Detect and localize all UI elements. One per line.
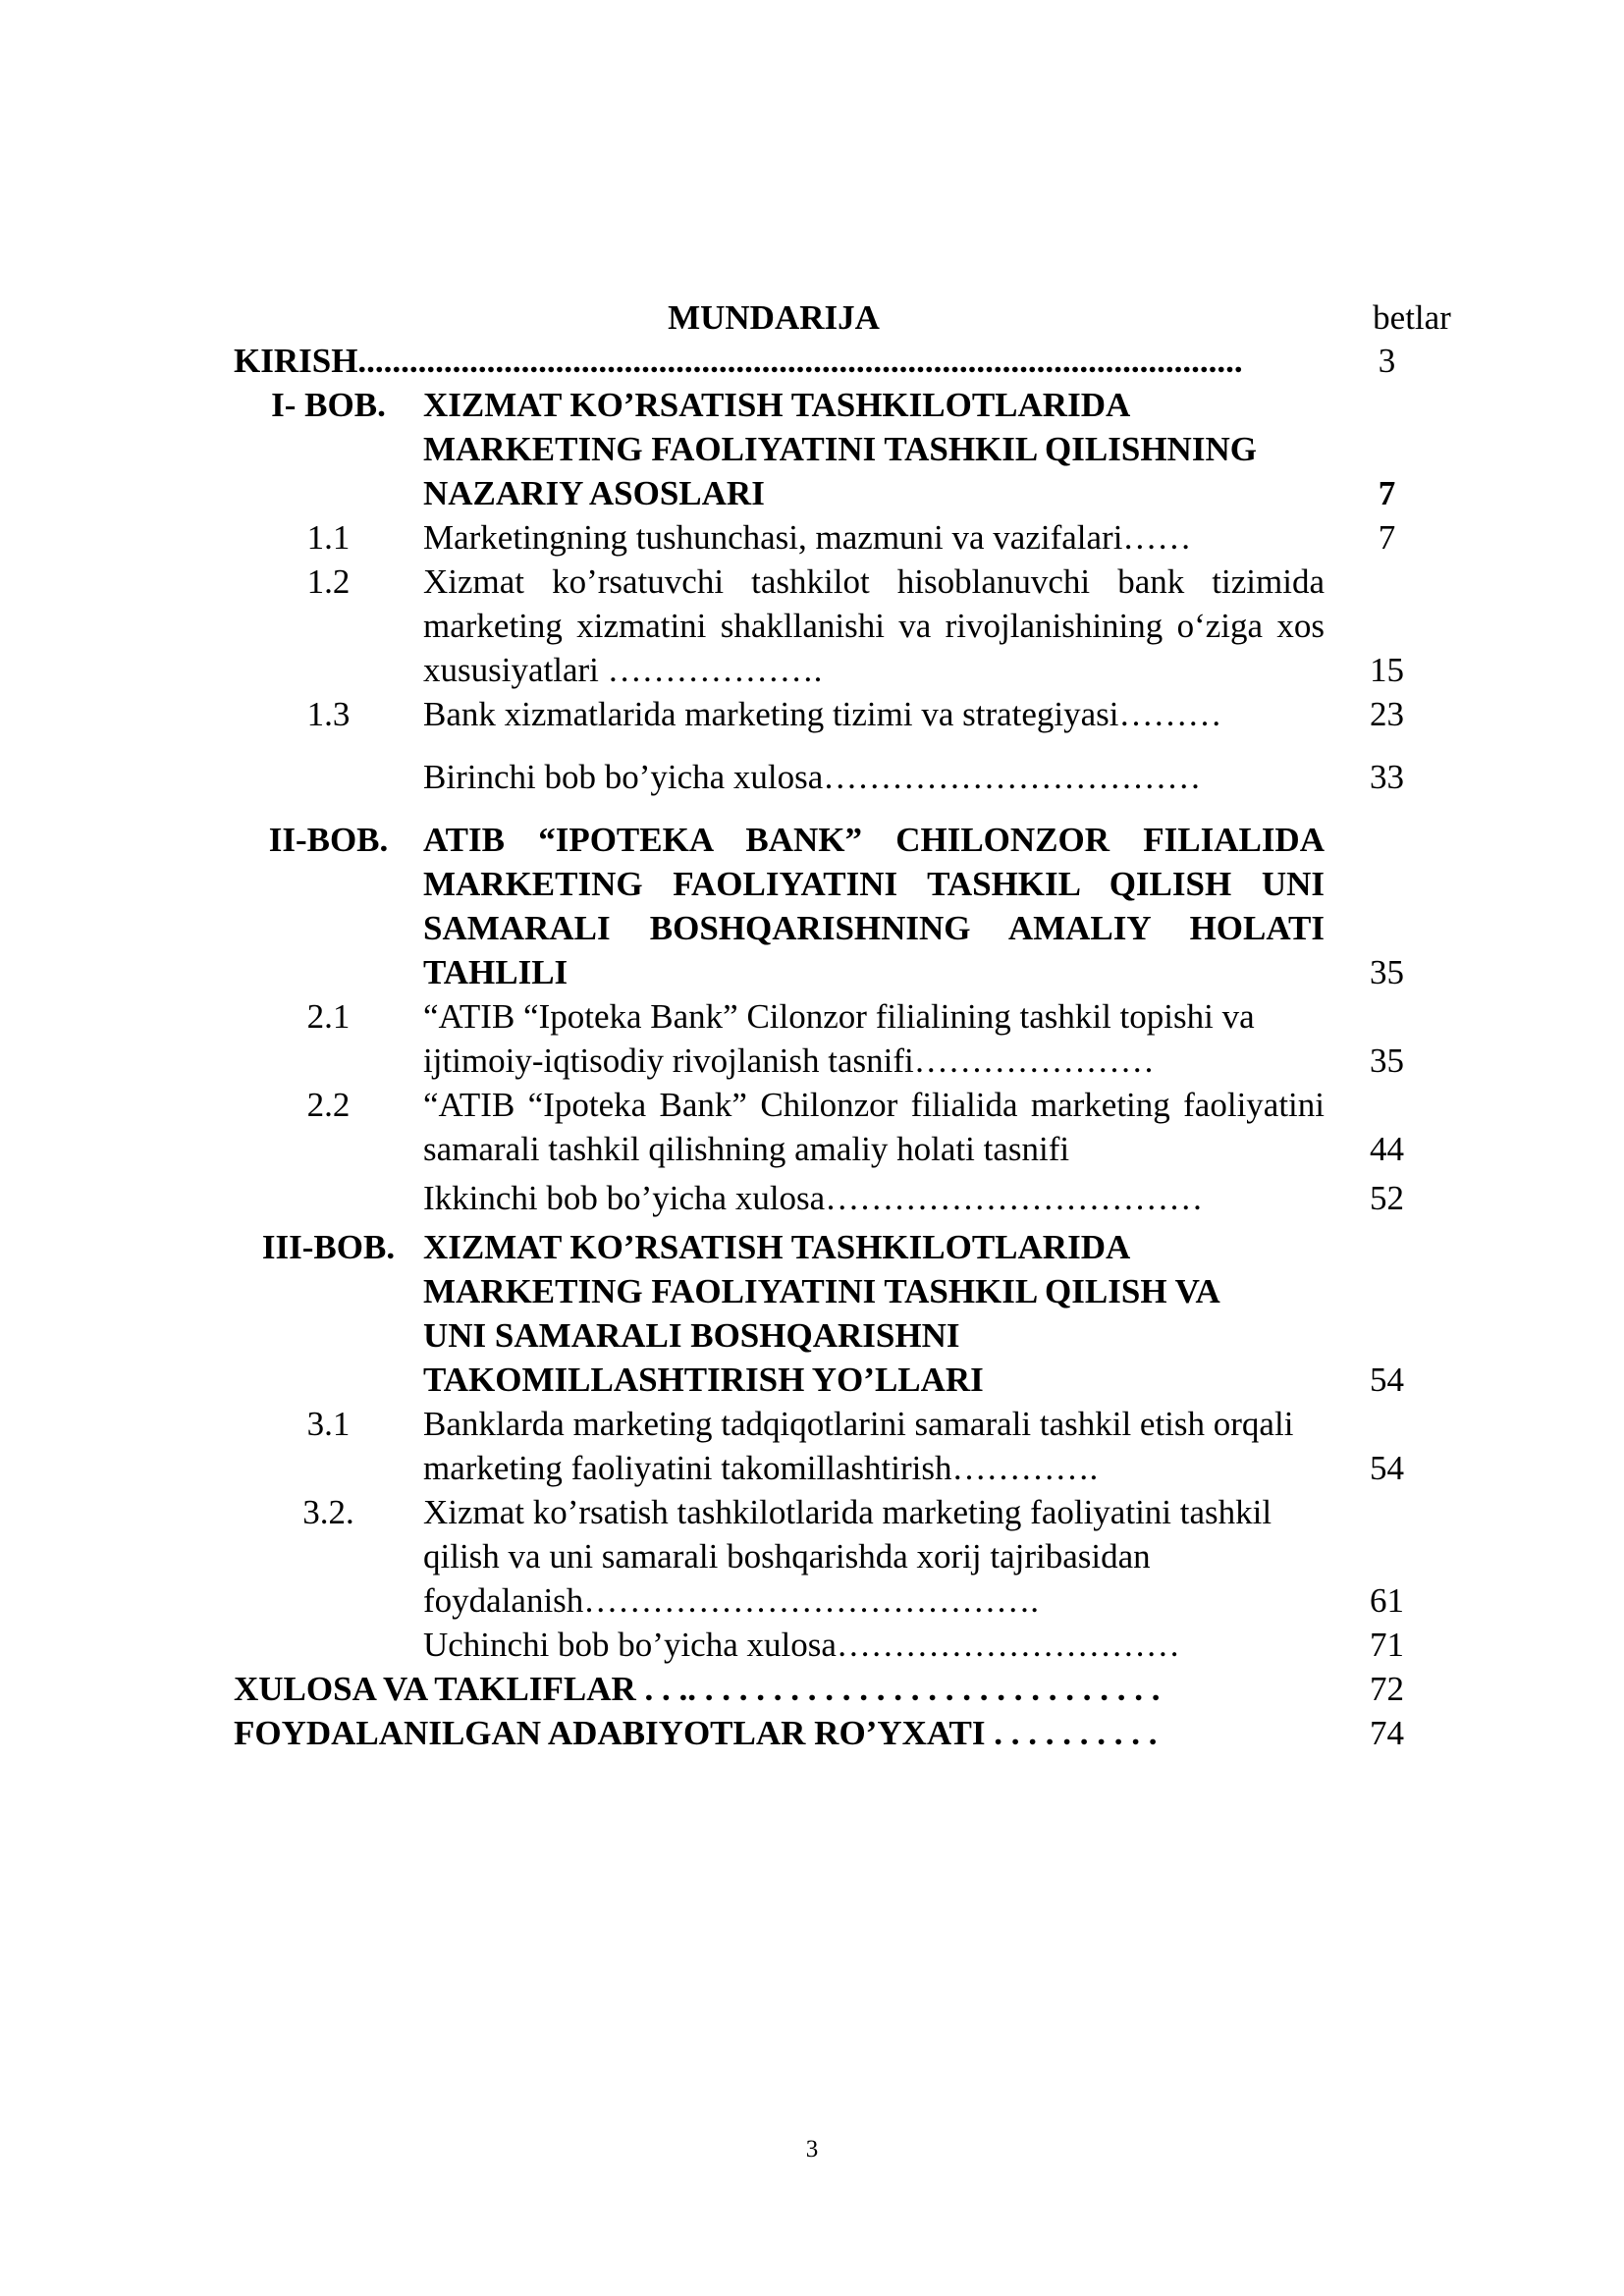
page-number: 3	[805, 2136, 819, 2163]
summary-page: 52	[1370, 1179, 1404, 1217]
chapter-title: XIZMAT KO’RSATISH TASHKILOTLARIDA MARKETING FAOLIYATINI TASHKIL QILISH VA UNI SAMARALI BOSHQARISHNI TAKOMILLASHTIRISH YO’LLARI	[423, 1228, 1218, 1399]
section-number: 1.3	[306, 695, 351, 733]
toc-entry-text: XULOSA VA TAKLIFLAR . . .. . . . . . . . . . . . . . . . . . . . . . . . . . . .	[234, 1670, 1161, 1708]
toc-section-2-2[interactable]	[234, 1083, 1449, 1171]
section-number: 1.2	[306, 562, 351, 601]
summary-page: 71	[1370, 1626, 1404, 1664]
chapter-page: 54	[1370, 1361, 1404, 1399]
table-of-contents	[234, 339, 1449, 1755]
toc-chapter-2-summary[interactable]	[234, 1176, 1449, 1220]
toc-entry-page: 3	[1378, 342, 1396, 380]
toc-section-3-1[interactable]	[234, 1402, 1449, 1490]
section-number: 2.1	[306, 997, 351, 1036]
chapter-number: III-BOB.	[261, 1228, 396, 1266]
section-page: 54	[1370, 1449, 1404, 1487]
chapter-number: I- BOB.	[271, 386, 386, 424]
toc-chapter-3-summary[interactable]	[234, 1623, 1449, 1667]
summary-page: 33	[1370, 758, 1404, 796]
toc-section-3-2[interactable]	[234, 1490, 1449, 1623]
section-title: “ATIB “Ipoteka Bank” Chilonzor filialida marketing faoliyatini samarali tashkil qilishning amaliy holati tasnifi	[423, 1086, 1325, 1168]
section-number: 3.1	[306, 1405, 351, 1443]
summary-title: Birinchi bob bo’yicha xulosa……………………………	[423, 758, 1202, 796]
section-page: 44	[1370, 1130, 1404, 1168]
section-page: 35	[1370, 1041, 1404, 1080]
toc-entry-text: KIRISH.......................................................................................................	[234, 342, 1243, 380]
section-title: Bank xizmatlarida marketing tizimi va strategiyasi………	[423, 695, 1222, 733]
toc-section-1-1[interactable]	[234, 515, 1449, 560]
summary-title: Uchinchi bob bo’yicha xulosa…………………………	[423, 1626, 1180, 1664]
toc-chapter-3[interactable]	[234, 1225, 1449, 1402]
chapter-title: ATIB “IPOTEKA BANK” CHILONZOR FILIALIDA MARKETING FAOLIYATINI TASHKIL QILISH UNI SAMARALI BOSHQARISHNING AMALIY HOLATI TAHLILI	[423, 821, 1325, 991]
chapter-page: 7	[1378, 474, 1396, 512]
toc-entry-text: FOYDALANILGAN ADABIYOTLAR RO’YXATI . . . . . . . . . .	[234, 1714, 1158, 1752]
section-title: Marketingning tushunchasi, mazmuni va vazifalari……	[423, 518, 1192, 557]
section-title: Xizmat ko’rsatish tashkilotlarida marketing faoliyatini tashkil qilish va uni samarali boshqarishda xorij tajribasidan foydalanish………………………………….	[423, 1493, 1272, 1620]
toc-chapter-1-summary[interactable]	[234, 755, 1449, 799]
toc-chapter-2[interactable]	[234, 818, 1449, 994]
toc-section-2-1[interactable]	[234, 994, 1449, 1083]
chapter-title: XIZMAT KO’RSATISH TASHKILOTLARIDA MARKETING FAOLIYATINI TASHKIL QILISHNING NAZARIY ASOSLARI	[423, 386, 1257, 512]
toc-entry-conclusions[interactable]	[234, 1667, 1449, 1711]
toc-entry-page: 72	[1370, 1670, 1404, 1708]
section-page: 15	[1370, 651, 1404, 689]
section-page: 61	[1370, 1581, 1404, 1620]
section-page: 23	[1370, 695, 1404, 733]
section-number: 1.1	[306, 518, 351, 557]
section-title: Xizmat ko’rsatuvchi tashkilot hisoblanuvchi bank tizimida marketing xizmatini shakllanishi va rivojlanishining o‘ziga xos xususiyatlari ……………….	[423, 562, 1325, 689]
pages-column-label: betlar	[1373, 298, 1451, 337]
toc-chapter-1[interactable]	[234, 383, 1449, 515]
toc-entry-intro[interactable]	[234, 339, 1449, 383]
section-page: 7	[1378, 518, 1396, 557]
toc-entry-references[interactable]	[234, 1711, 1449, 1755]
page-title: MUNDARIJA	[668, 298, 880, 337]
section-title: “ATIB “Ipoteka Bank” Cilonzor filialining tashkil topishi va ijtimoiy-iqtisodiy rivojlanish tasnifi…………………	[423, 997, 1255, 1080]
section-number: 3.2.	[302, 1493, 354, 1531]
toc-heading	[234, 293, 1449, 340]
toc-section-1-3[interactable]	[234, 692, 1449, 736]
chapter-page: 35	[1370, 953, 1404, 991]
chapter-number: II-BOB.	[268, 821, 389, 859]
summary-title: Ikkinchi bob bo’yicha xulosa……………………………	[423, 1179, 1204, 1217]
section-number: 2.2	[306, 1086, 351, 1124]
section-title: Banklarda marketing tadqiqotlarini samarali tashkil etish orqali marketing faoliyatini takomillashtirish………….	[423, 1405, 1294, 1487]
toc-section-1-2[interactable]	[234, 560, 1449, 692]
toc-entry-page: 74	[1370, 1714, 1404, 1752]
